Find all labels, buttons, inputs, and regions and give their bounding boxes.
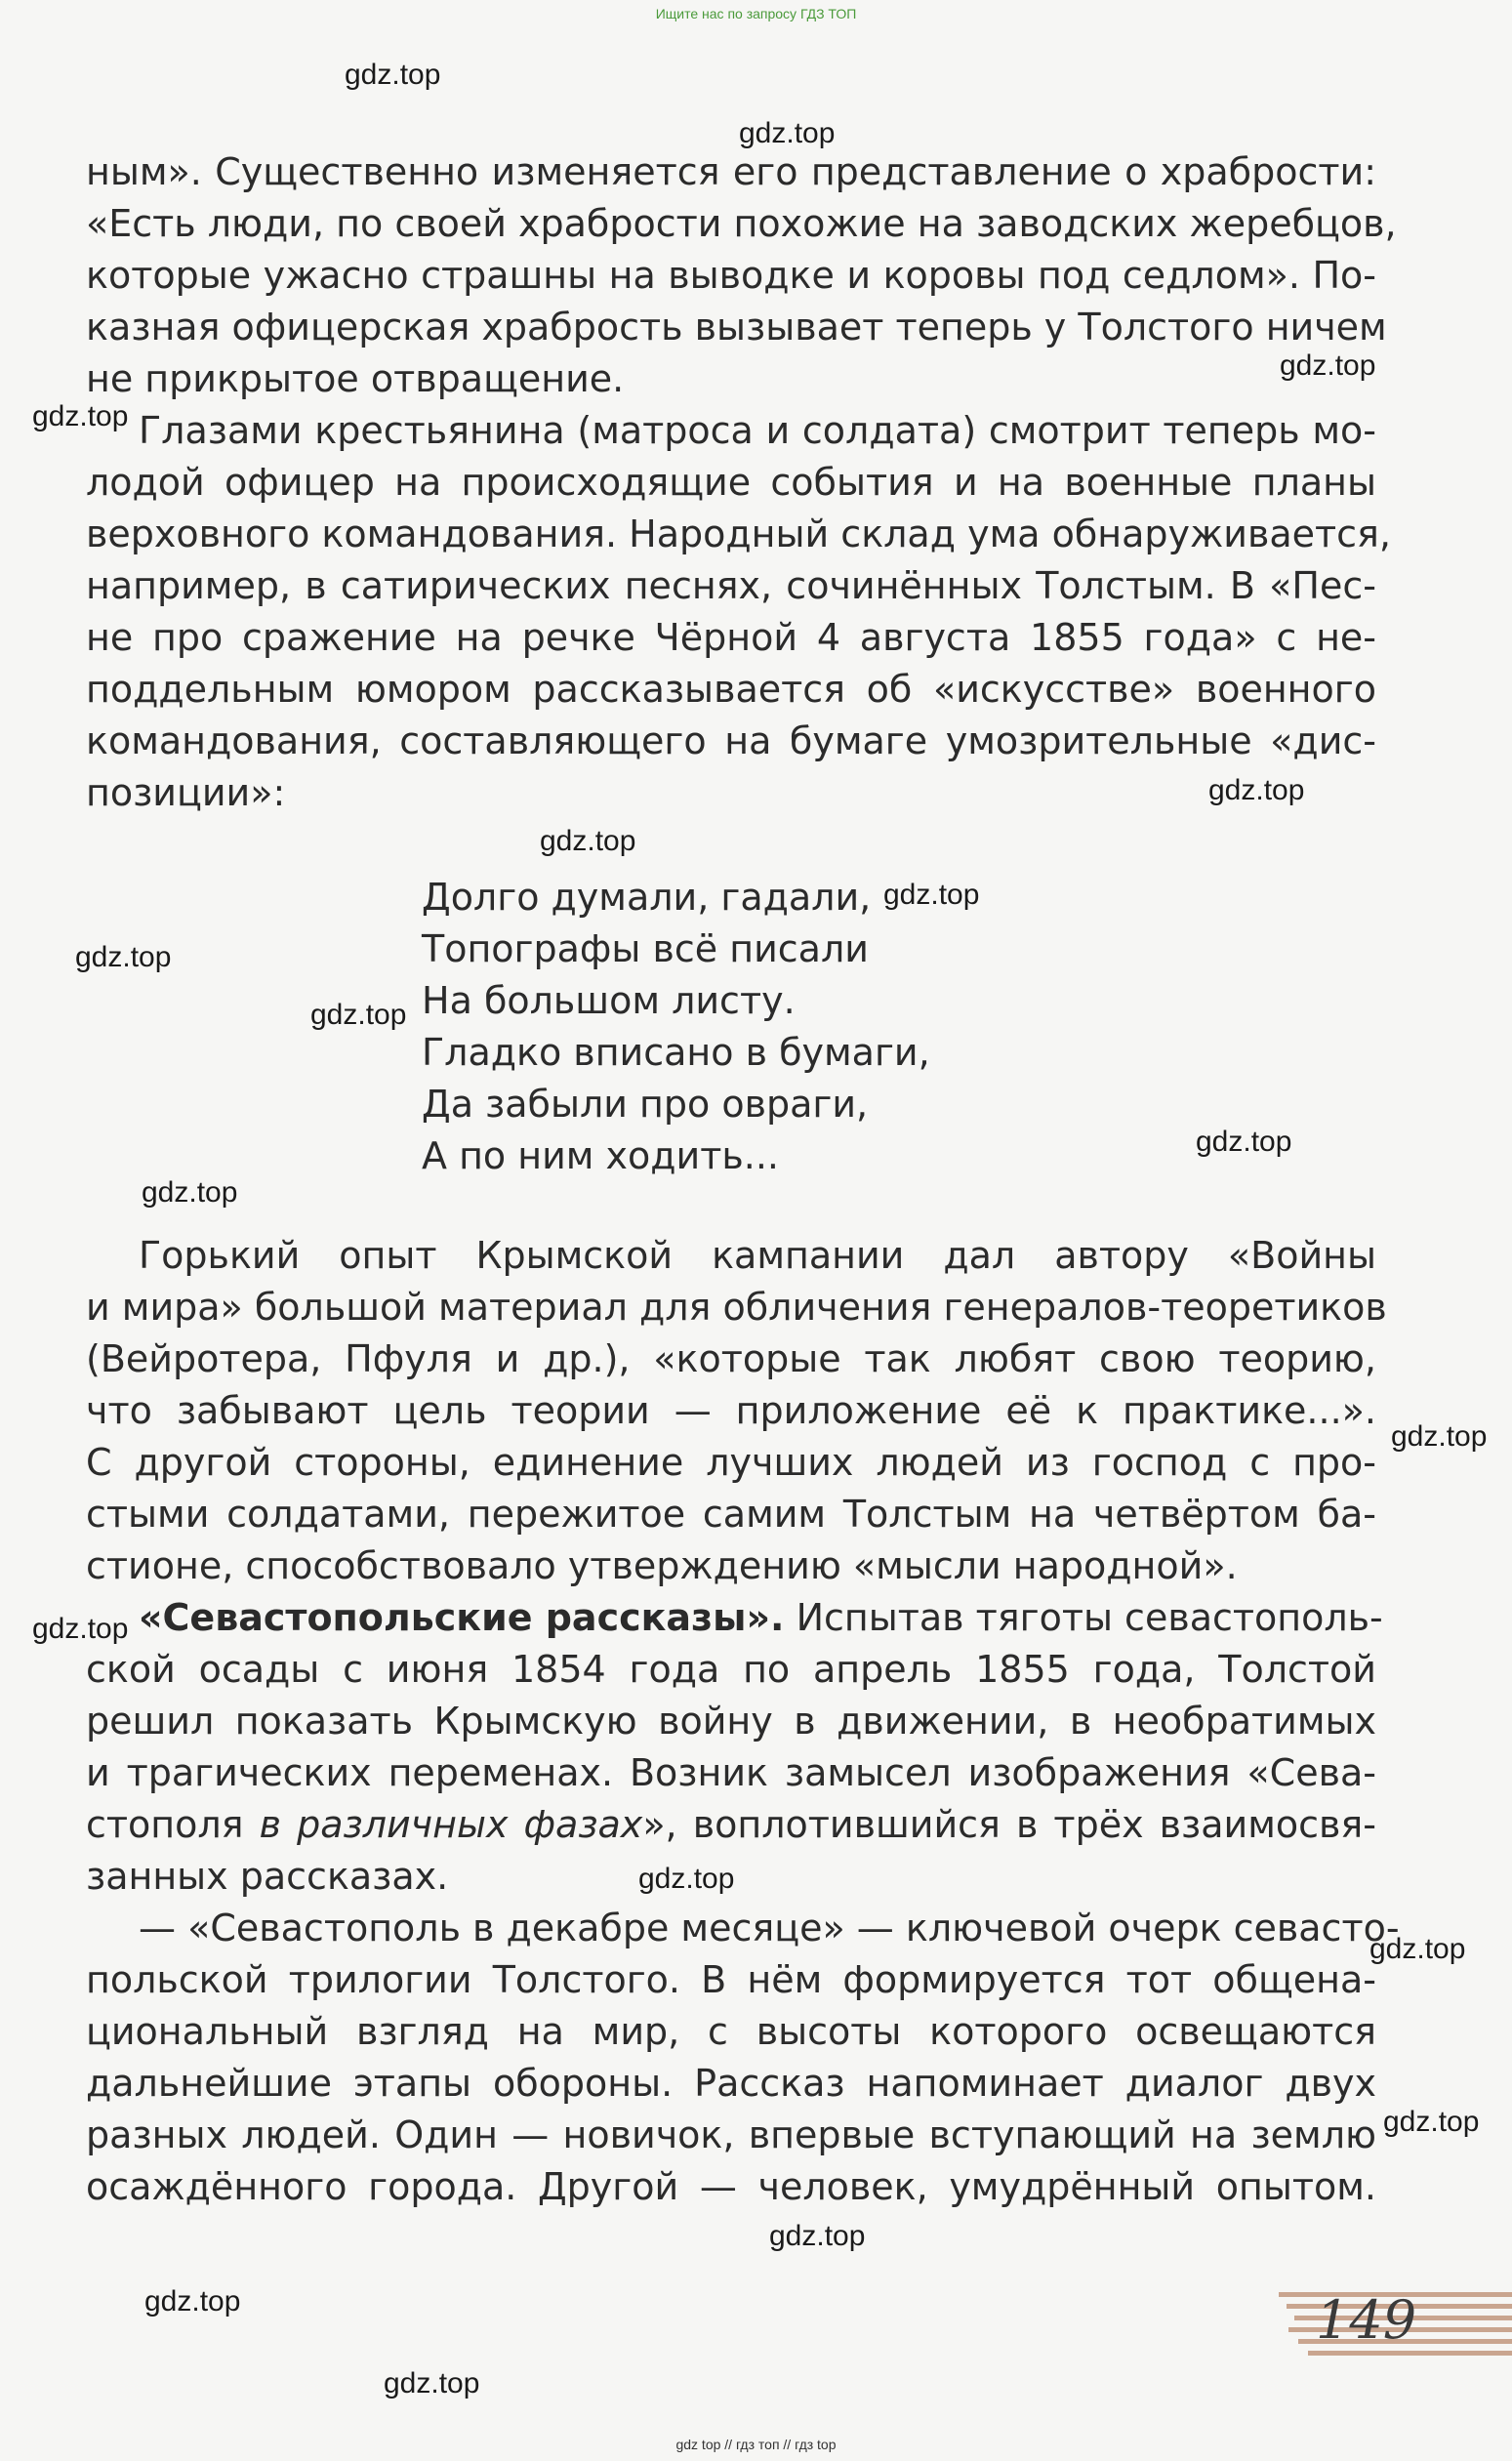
watermark: gdz.top	[1383, 2106, 1480, 2138]
text-line: что забывают цель теории — приложение её к практике...».	[86, 1389, 1376, 1432]
watermark: gdz.top	[883, 879, 980, 911]
watermark: gdz.top	[1208, 774, 1305, 806]
text-line: позиции»:	[86, 771, 286, 814]
text-line: стионе, способствовало утверждению «мысли народной».	[86, 1544, 1238, 1587]
watermark: gdz.top	[32, 400, 129, 432]
text-line: циональный взгляд на мир, с высоты которого освещаются	[86, 2010, 1376, 2053]
watermark: gdz.top	[142, 1176, 238, 1209]
watermark: gdz.top	[769, 2220, 866, 2252]
poem-line: А по ним ходить...	[422, 1134, 780, 1177]
poem-line: Гладко вписано в бумаги,	[422, 1031, 930, 1074]
text-line: «Есть люди, по своей храбрости похожие на заводских жеребцов,	[86, 202, 1397, 245]
text-line: лодой офицер на происходящие события и на военные планы	[86, 461, 1376, 504]
text-line: занных рассказах.	[86, 1855, 449, 1898]
text-line	[86, 1799, 1376, 1850]
text-line: не прикрытое отвращение.	[86, 357, 625, 400]
text-span: », воплотившийся в трёх взаимосвя-	[642, 1803, 1376, 1846]
text-span: Испытав тяготы севастополь-	[784, 1596, 1383, 1639]
text-line: которые ужасно страшны на выводке и коровы под седлом». По-	[86, 254, 1376, 297]
watermark: gdz.top	[739, 117, 836, 149]
watermark: gdz.top	[310, 999, 407, 1031]
text-line: стыми солдатами, пережитое самим Толстым на четвёртом ба-	[86, 1493, 1376, 1536]
text-line: казная офицерская храбрость вызывает теперь у Толстого ничем	[86, 306, 1387, 349]
poem-line: Топографы всё писали	[422, 927, 869, 970]
bottom-banner: gdz top // гдз топ // гдз top	[675, 2437, 837, 2452]
text-span: стополя	[86, 1803, 260, 1846]
page-number: 149	[1316, 2289, 1417, 2351]
poem-line: На большом листу.	[422, 979, 796, 1022]
watermark: gdz.top	[1280, 349, 1376, 382]
text-line: разных людей. Один — новичок, впервые вступающий на землю	[86, 2113, 1376, 2156]
text-line: (Вейротера, Пфуля и др.), «которые так любят свою теорию,	[86, 1337, 1376, 1380]
watermark: gdz.top	[144, 2285, 241, 2317]
watermark: gdz.top	[345, 59, 441, 91]
text-line: Глазами крестьянина (матроса и солдата) смотрит теперь мо-	[139, 409, 1376, 452]
watermark: gdz.top	[1369, 1933, 1466, 1965]
section-heading: «Севастопольские рассказы».	[139, 1596, 785, 1639]
poem-line: Долго думали, гадали,	[422, 876, 872, 919]
text-line: польской трилогии Толстого. В нём формируется тот общена-	[86, 1958, 1376, 2001]
text-line: и трагических переменах. Возник замысел изображения «Сева-	[86, 1751, 1376, 1794]
text-line	[139, 1592, 1383, 1643]
text-line: решил показать Крымскую войну в движении, в необратимых	[86, 1700, 1376, 1743]
watermark: gdz.top	[32, 1613, 129, 1645]
text-line: осаждённого города. Другой — человек, умудрённый опытом.	[86, 2165, 1376, 2208]
text-line: — «Севастополь в декабре месяце» — ключевой очерк севасто-	[139, 1907, 1400, 1949]
decor-stripe	[1308, 2351, 1512, 2356]
text-line: например, в сатирических песнях, сочинённых Толстым. В «Пес-	[86, 564, 1376, 607]
text-line: С другой стороны, единение лучших людей из господ с про-	[86, 1441, 1376, 1484]
watermark: gdz.top	[638, 1863, 735, 1895]
text-line: ской осады с июня 1854 года по апрель 1855 года, Толстой	[86, 1648, 1376, 1691]
watermark: gdz.top	[1196, 1126, 1292, 1158]
text-line: ным». Существенно изменяется его представление о храбрости:	[86, 150, 1376, 193]
text-line: дальнейшие этапы обороны. Рассказ напоминает диалог двух	[86, 2062, 1376, 2105]
text-line: верховного командования. Народный склад ума обнаруживается,	[86, 513, 1391, 555]
text-line: командования, составляющего на бумаге умозрительные «дис-	[86, 719, 1376, 762]
text-line: и мира» большой материал для обличения генералов-теоретиков	[86, 1286, 1387, 1329]
text-line: поддельным юмором рассказывается об «искусстве» военного	[86, 668, 1376, 711]
text-line: Горький опыт Крымской кампании дал автору «Войны	[139, 1234, 1376, 1277]
italic-phrase: в различных фазах	[259, 1803, 643, 1846]
text-line: не про сражение на речке Чёрной 4 августа 1855 года» с не-	[86, 616, 1376, 659]
watermark: gdz.top	[75, 941, 172, 973]
watermark: gdz.top	[1391, 1420, 1488, 1453]
watermark: gdz.top	[384, 2367, 480, 2399]
poem-line: Да забыли про овраги,	[422, 1083, 869, 1126]
top-banner: Ищите нас по запросу ГДЗ ТОП	[655, 6, 857, 21]
watermark: gdz.top	[540, 825, 636, 857]
